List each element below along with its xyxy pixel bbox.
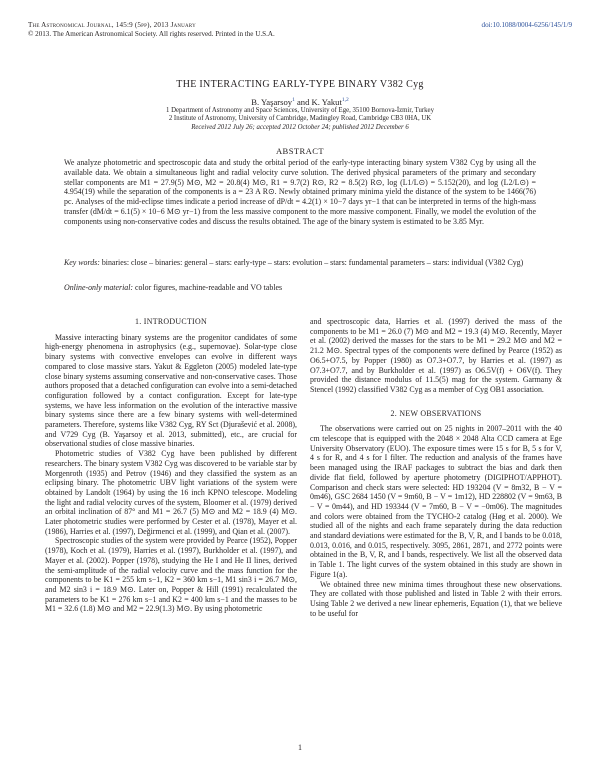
journal-header — [28, 21, 408, 39]
intro-paragraph-3-continued: and spectroscopic data, Harries et al. (1997) derived the mass of the components to be M1 = 26.0 (7) M⊙ and M2 = 19.3 (4) M⊙. Recently, Mayer et al. (2002) derived the masses for the stars to be M1 = 29.2 M⊙ and M2 = 21.2 M⊙. Spectral types of the components were defined by Pearce (1952) as O6.5+O7.5, by Popper (1980) as O7.3+O7.7, by Harries et al. (1997) as O7.3+O7.7, and by Burkholder et al. (1997) as O6.5V(f) + O6V(f). They provided the distance modulus of 11.5(5) mag for the system. Garmany & Stencel (1992) classified V382 Cyg as a member of Cyg OB1 association. — [310, 317, 562, 394]
affiliations — [0, 107, 600, 132]
paper-title: THE INTERACTING EARLY-TYPE BINARY V382 Cyg — [176, 79, 424, 90]
observations-paragraph-1: The observations were carried out on 25 nights in 2007–2011 with the 40 cm telescope that is equipped with the 2048 × 2048 Alta CCD camera at Ege University Observatory (EUO). The exposure times were 15 s for B, 5 s for V, 4 s for R, and 4 s for I filter. The reduction and analysis of the frames have been managed using the IRAF packages to subtract the bias and dark then divide flat field, followed by aperture photometry (DIGIPHOT/APPHOT). Comparison and check stars were selected: HD 193204 (V = 8m32, B − V = 0m46), GSC 2684 1450 (V = 9m60, B − V = 1m12), HD 228802 (V = 9m63, B − V = 0m44), and HD 193344 (V = 7m60, B − V = −0m06). The magnitudes and colors were obtained from the TYCHO-2 catalog (Høg et al. 2000). We studied all of the nights and each frame separately during the data reduction and standard deviations were estimated for the B, V, R, and I bands to be 0.018, 0.013, 0.016, and 0.015, respectively. 3095, 2861, 2871, and 2772 points were obtained in the B, V, R, and I bands, respectively. We list all the observed data in Table 1. The light curves of the system obtained in this study are shown in Figure 1(a). — [310, 424, 562, 579]
keywords-label: Key words: — [64, 258, 100, 267]
affiliation-1: 1 Department of Astronomy and Space Sciences, University of Ege, 35100 Bornova-İzmir, Turkey — [166, 107, 434, 114]
left-column — [45, 317, 297, 614]
keywords — [64, 258, 536, 268]
intro-paragraph-1: Massive interacting binary systems are the progenitor candidates of some high-energy phenomena in astrophysics (e.g., supernovae). Solar-type close binary systems with convective envelopes can evolve in different ways compared to close massive stars. Yakut & Eggleton (2005) modeled late-type close binary systems assuming conservative and non-conservative cases. Those authors proposed that a detached configuration can evolve into a semi-detached configuration followed by a contact configuration. Except for late-type systems, we have less information on the evolution of the interactive massive binary systems since there are a few binary systems with well-determined parameters. Therefore, systems like V382 Cyg, RY Sct (Djurašević et al. 2008), and V729 Cyg (B. Yaşarsoy et al. 2013, submitted), etc., are crucial for observational studies of close massive binaries. — [45, 332, 297, 449]
page-number: 1 — [298, 743, 302, 752]
abstract-text: We analyze photometric and spectroscopic data and study the orbital period of the early-type interacting binary system V382 Cyg by using all the available data. We obtain a simultaneous light and radial velocity curve solution. The derived physical parameters of the primary and secondary stellar components are M1 = 27.9(5) M⊙, M2 = 20.8(4) M⊙, R1 = 9.7(2) R⊙, R2 = 8.5(2) R⊙, log (L1/L⊙) = 5.152(20), and log (L2/L⊙) = 4.954(19) while the separation of the components is a = 23 A R⊙. Newly obtained primary minima yield the distance of the system to be 1466(76) pc. Analyses of the mid-eclipse times indicate a period increase of dP/dt = 4.2(1) × 10−7 days yr−1 that can be interpreted in terms of the high-mass transfer (dM/dt = 6.1(5) × 10−6 M⊙ yr−1) from the less massive component to the more massive component. Finally, we model the evolution of the components using non-conservative codes and discuss the results obtained. The age of the binary system is estimated to be 3.85 Myr. — [64, 158, 536, 226]
intro-paragraph-2: Photometric studies of V382 Cyg have been published by different researchers. The binary system V382 Cyg was discovered to be variable star by Morgenroth (1935) and Petrov (1946) and they classified the system as an eclipsing binary. The photometric UBV light variations of the system were obtained by Landolt (1964) by using the 16 inch KPNO telescope. Modeling the light and radial velocity curves of the system, Bloomer et al. (1979) derived an orbital inclination of 87° and M1 = 26.7 (5) M⊙ and M2 = 18.9 (4) M⊙. Later photometric studies were performed by Cester et al. (1978), Mayer et al. (1986), Harries et al. (1997), Değirmenci et al. (1999), and Qian et al. (2007). — [45, 449, 297, 536]
online-material — [64, 283, 536, 293]
section-heading-observations: 2. NEW OBSERVATIONS — [390, 408, 482, 418]
author-1-affil-link[interactable]: 1 — [292, 97, 295, 104]
section-heading-introduction: 1. INTRODUCTION — [134, 317, 207, 326]
author-line — [0, 97, 600, 107]
intro-paragraph-3: Spectroscopic studies of the system were provided by Pearce (1952), Popper (1978), Koch et al. (1979), Harries et al. (1997), Burkholder et al. (1997), and Mayer et al. (2002). Popper (1978), studying the He I and He II lines, derived the semi-amplitude of the radial velocity curve and the mass function for the components to be K1 = 255 km s−1, K2 = 360 km s−1, M1 sin3 i = 26.7 M⊙, and M2 sin3 i = 18.9 M⊙. Later on, Popper & Hill (1991) recalculated the parameters to be K1 = 276 km s−1 and K2 = 400 km s−1 and the masses to be M1 = 32.6 (1.8) M⊙ and M2 = 22.9(1.3) M⊙. By using photometric — [45, 536, 297, 614]
right-column — [310, 317, 562, 618]
doi-link[interactable]: doi:10.1088/0004-6256/145/1/9 — [481, 21, 572, 29]
online-material-text: color figures, machine-readable and VO tables — [133, 283, 283, 292]
affiliation-2: 2 Institute of Astronomy, University of Cambridge, Madingley Road, Cambridge CB3 0HA, UK — [168, 115, 432, 123]
observations-paragraph-2: We obtained three new minima times throughout these new observations. They are collated with those published and listed in Table 2 with their errors. Using Table 2 we derived a new linear ephemeris, Equation (1), that we believe to be useful for — [310, 579, 562, 618]
publication-dates: Received 2012 July 26; accepted 2012 October 24; published 2012 December 6 — [191, 123, 409, 131]
author-conjunction: and — [294, 97, 312, 107]
keywords-text: binaries: close – binaries: general – stars: early-type – stars: evolution – stars: fundamental parameters – stars: individual (V382 Cyg) — [99, 258, 524, 267]
journal-citation: The Astronomical Journal, 145:9 (5pp), 2013 January — [28, 21, 196, 29]
author-2-affil-link[interactable]: 1,2 — [341, 97, 349, 104]
author-2: K. Yakut — [311, 97, 342, 107]
online-material-label: Online-only material: — [64, 283, 134, 292]
author-1: B. Yaşarsoy — [251, 97, 293, 107]
abstract-heading: ABSTRACT — [275, 146, 325, 156]
copyright-line: © 2013. The American Astronomical Society. All rights reserved. Printed in the U.S.A. — [28, 30, 275, 38]
